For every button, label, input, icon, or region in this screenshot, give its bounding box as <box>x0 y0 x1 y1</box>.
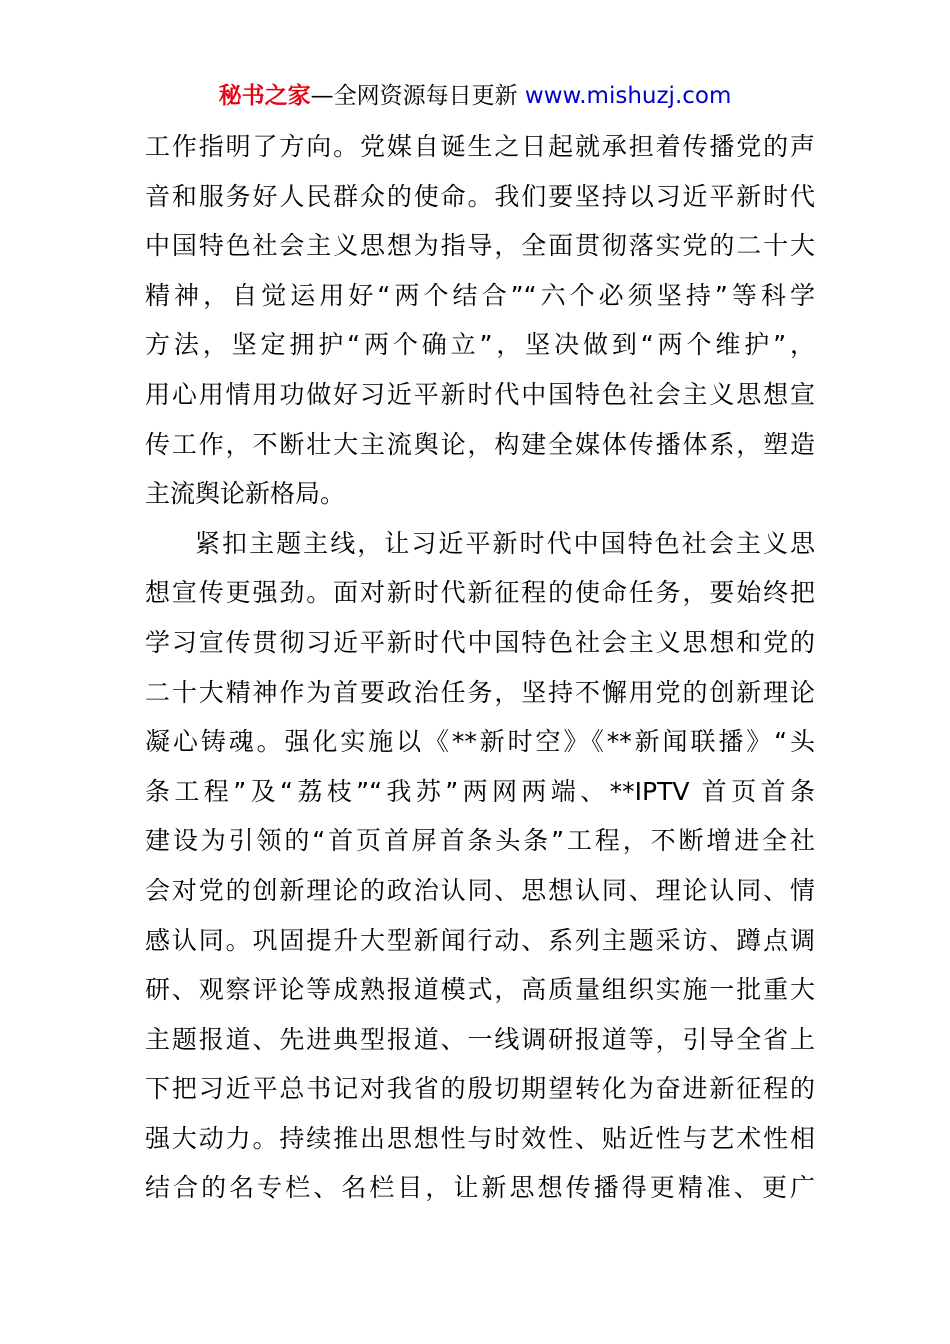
text-line: 音和服务好人民群众的使命。我们要坚持以习近平新时代 <box>145 181 815 211</box>
text-line: 传工作，不断壮大主流舆论，构建全媒体传播体系，塑造 <box>145 429 815 459</box>
site-header <box>0 80 950 112</box>
text-line: 用心用情用功做好习近平新时代中国特色社会主义思想宣 <box>145 379 815 409</box>
text-line: 主题报道、先进典型报道、一线调研报道等，引导全省上 <box>145 1024 815 1054</box>
document-body <box>145 122 815 1213</box>
text-line: 强大动力。持续推出思想性与时效性、贴近性与艺术性相 <box>145 1123 815 1153</box>
text-line: 凝心铸魂。强化实施以《**新时空》《**新闻联播》“头 <box>145 727 815 757</box>
text-line: 工作指明了方向。党媒自诞生之日起就承担着传播党的声 <box>145 132 815 161</box>
text-line: 会对党的创新理论的政治认同、思想认同、理论认同、情 <box>145 875 815 905</box>
text-line: 感认同。巩固提升大型新闻行动、系列主题采访、蹲点调 <box>145 925 815 955</box>
text-line: 学习宣传贯彻习近平新时代中国特色社会主义思想和党的 <box>145 627 815 657</box>
text-line: 二十大精神作为首要政治任务，坚持不懈用党的创新理论 <box>145 677 815 707</box>
text-line: 条工程”及“荔枝”“我苏”两网两端、**IPTV 首页首条 <box>145 776 815 806</box>
text-line: 中国特色社会主义思想为指导，全面贯彻落实党的二十大 <box>145 231 815 261</box>
brand-name: 秘书之家 <box>218 83 311 109</box>
text-line: 结合的名专栏、名栏目，让新思想传播得更精准、更广 <box>145 1173 815 1203</box>
header-tagline: —全网资源每日更新 <box>310 83 525 109</box>
paragraph-end-line: 主流舆论新格局。 <box>145 479 346 509</box>
text-line: 想宣传更强劲。面对新时代新征程的使命任务，要始终把 <box>145 578 815 608</box>
text-line: 方法，坚定拥护“两个确立”，坚决做到“两个维护”， <box>145 330 815 360</box>
site-url-link[interactable]: www.mishuzj.com <box>524 83 732 109</box>
text-line: 精神，自觉运用好“两个结合”“六个必须坚持”等科学 <box>145 280 815 310</box>
text-line: 建设为引领的“首页首屏首条头条”工程，不断增进全社 <box>145 826 815 856</box>
text-line: 研、观察评论等成熟报道模式，高质量组织实施一批重大 <box>145 975 815 1005</box>
text-line: 下把习近平总书记对我省的殷切期望转化为奋进新征程的 <box>145 1074 815 1104</box>
paragraph-start-line: 紧扣主题主线，让习近平新时代中国特色社会主义思 <box>195 528 815 558</box>
